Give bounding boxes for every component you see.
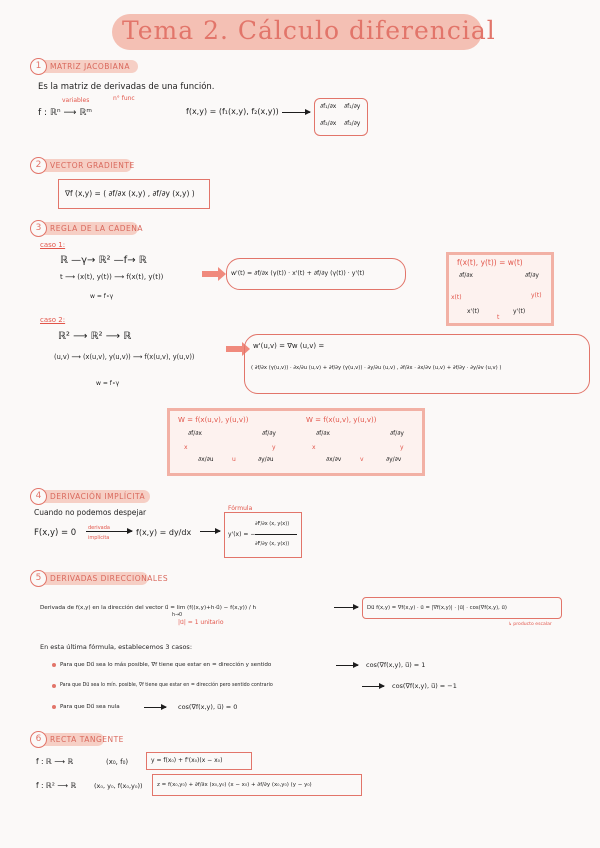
gradient-formula: ∇f (x,y) = ( ∂f/∂x (x,y) , ∂f/∂y (x,y) ) [65,189,195,198]
m12: ∂f₁/∂y [344,103,361,110]
chain-c1-w: w = f∘γ [90,293,114,300]
case1-arrow [336,665,358,666]
directional-case3: Para que Du⃗ sea nula [60,704,120,710]
tree2b-x: x [312,444,316,451]
jacobian-arrow [282,112,310,113]
jacobian-note-vars: variables [62,97,90,104]
bullet [52,705,56,709]
case3-arrow [144,707,166,708]
tree2a-fy: ∂f/∂y [262,430,276,437]
chain-case2-label: caso 2: [40,316,66,324]
tree2a-dx: ∂x/∂u [198,456,214,463]
chain-tree1-box [446,252,554,326]
tree2b-dy: ∂y/∂v [386,456,402,463]
page-title: Tema 2. Cálculo diferencial [122,16,496,45]
jacobian-note-fun: n° func [113,95,135,102]
tree1-fy: ∂f/∂y [525,272,539,279]
tree2b-dx: ∂x/∂v [326,456,342,463]
tangent-result1: y = f(x₀) + f'(x₀)(x − x₀) [151,757,223,764]
tree2a-var: u [232,456,236,463]
implicit-formula-label: Fórmula [228,505,253,512]
section-number: 1 [30,58,47,75]
tree2a-dy: ∂y/∂u [258,456,274,463]
tree1-top: f(x(t), y(t)) = w(t) [457,258,523,267]
chain-c2-row2: (u,v) ⟶ (x(u,v), y(u,v)) ⟶ f(x(u,v), y(u,v)) [54,353,195,361]
chain-c1-row2: t ⟶ (x(t), y(t)) ⟶ f(x(t), y(t)) [60,273,164,281]
chain-c2-formula2: ( ∂f/∂x (γ(u,v)) · ∂x/∂u (u,v) + ∂f/∂y (γ(u,v)) · ∂y/∂u (u,v) , ∂f/∂x · ∂x/∂v (u,v) + ∂f/∂y · ∂y/∂v (u,v) ) [251,365,502,371]
tangent-map2: f : ℝ² ⟶ ℝ [36,781,77,790]
tangent-result2-box [152,774,362,796]
chain-arrow-2 [226,346,242,352]
section-number: 2 [30,157,47,174]
chain-c2-formula1: w'(u,v) = ∇w (u,v) = [253,342,325,350]
section-number: 5 [30,570,47,587]
tree2b-var: v [360,456,364,463]
tree2b-y: y [400,444,404,451]
implicit-eq: F(x,y) = 0 [34,528,77,538]
directional-intro: En esta última fórmula, establecemos 3 casos: [40,643,193,651]
implicit-arrow-2 [200,531,220,532]
section-number: 4 [30,488,47,505]
tree1-dy: y'(t) [513,308,526,315]
tangent-result2: z = f(x₀,y₀) + ∂f/∂x (x₀,y₀) (x − x₀) + ∂f/∂y (x₀,y₀) (y − y₀) [157,782,312,788]
implicit-note2: implícita [88,535,110,541]
tree2a-y: y [272,444,276,451]
section-label: DERIVACIÓN IMPLÍCITA [50,492,146,501]
directional-case2: Para que Du⃗ sea lo mín. posible, ∇f tiene que estar en = dirección pero sentido contrario [60,683,273,688]
implicit-num: ∂F/∂x (x, y(x)) [255,521,290,527]
title-banner [112,14,496,50]
implicit-arrow [86,531,132,532]
directional-formula-box [362,597,562,619]
directional-case3-result: cos(∇f(x,y), u⃗) = 0 [178,703,238,711]
tree1-x: x(t) [451,294,462,301]
bullet [52,684,56,688]
section-label: DERIVADAS DIRECCIONALES [50,574,169,583]
implicit-eq2: f(x,y) = dy/dx [136,528,192,537]
m22: ∂f₂/∂y [344,120,361,127]
directional-case2-result: cos(∇f(x,y), u⃗) = −1 [392,682,457,690]
tree2b-top: W = f(x(u,v), y(u,v)) [306,416,377,424]
implicit-lhs: y'(x) = − [228,531,256,538]
tree2b-fy: ∂f/∂y [390,430,404,437]
directional-arrow [334,607,358,608]
chain-c1-formula: w'(t) = ∂f/∂x (γ(t)) · x'(t) + ∂f/∂y (γ(t)) · y'(t) [231,270,365,277]
directional-case1: Para que Du⃗ sea lo más posible, ∇f tiene que estar en = dirección y sentido [60,662,272,668]
section-header-5 [32,572,169,585]
tangent-point1: (x₀, f₀) [106,758,129,766]
directional-prod-note: ↳ producto escalar [508,622,552,627]
jacobian-function: f(x,y) = (f₁(x,y), f₂(x,y)) [186,107,279,116]
tree2a-top: W = f(x(u,v), y(u,v)) [178,416,249,424]
tree2a-fx: ∂f/∂x [188,430,202,437]
directional-unit: |u⃗| = 1 unitario [178,619,224,626]
directional-case1-result: cos(∇f(x,y), u⃗) = 1 [366,661,426,669]
tree1-y: y(t) [531,292,542,299]
chain-c2-row1: ℝ² ⟶ ℝ² ⟶ ℝ [58,331,132,342]
section-label: REGLA DE LA CADENA [50,224,144,233]
tree1-t: t [497,314,500,321]
section-label: RECTA TANGENTE [50,735,124,744]
section-header-6 [32,733,124,746]
section-header-4 [32,490,150,503]
directional-lim-sub: h→0 [172,613,183,618]
chain-c1-row1: ℝ —γ→ ℝ² —f→ ℝ [60,255,147,266]
chain-case1-label: caso 1: [40,241,66,249]
section-label: VECTOR GRADIENTE [50,161,135,170]
chain-arrow-1 [202,271,218,277]
tangent-point2: (x₀, y₀, f(x₀,y₀)) [94,782,143,790]
tree2b-fx: ∂f/∂x [316,430,330,437]
section-label: MATRIZ JACOBIANA [50,62,130,71]
case2-arrow [362,686,384,687]
jacobian-matrix-box [314,98,368,136]
jacobian-intro: Es la matriz de derivadas de una función. [38,82,215,92]
tree1-dx: x'(t) [467,308,480,315]
m21: ∂f₂/∂x [320,120,337,127]
section-header-1 [32,60,138,73]
tree2a-x: x [184,444,188,451]
chain-c2-formula-box [244,334,590,394]
tree1-fx: ∂f/∂x [459,272,473,279]
chain-c2-w: w = f∘γ [96,380,120,387]
section-number: 3 [30,220,47,237]
implicit-intro: Cuando no podemos despejar [34,508,147,517]
directional-formula: Du⃗ f(x,y) = ∇f(x,y) · u⃗ = |∇f(x,y)| · |u⃗| · cos(∇f(x,y), u⃗) [367,605,507,611]
section-number: 6 [30,731,47,748]
implicit-formula-box [224,512,302,558]
section-header-3 [32,222,144,235]
chain-tree2-box [167,408,425,476]
fraction-bar [255,534,297,535]
bullet [52,663,56,667]
chain-c1-formula-box [226,258,406,290]
gradient-box [58,179,210,209]
jacobian-map: f : ℝⁿ ⟶ ℝᵐ [38,108,92,118]
m11: ∂f₁/∂x [320,103,337,110]
tangent-result1-box [146,752,252,770]
tangent-map1: f : ℝ ⟶ ℝ [36,757,74,766]
implicit-den: ∂F/∂y (x, y(x)) [255,541,290,547]
section-header-2 [32,159,135,172]
directional-def: Derivada de f(x,y) en la dirección del vector u⃗ = lim (f((x,y)+h·u⃗) − f(x,y)) / h [40,605,257,611]
implicit-note1: derivada [88,525,110,531]
